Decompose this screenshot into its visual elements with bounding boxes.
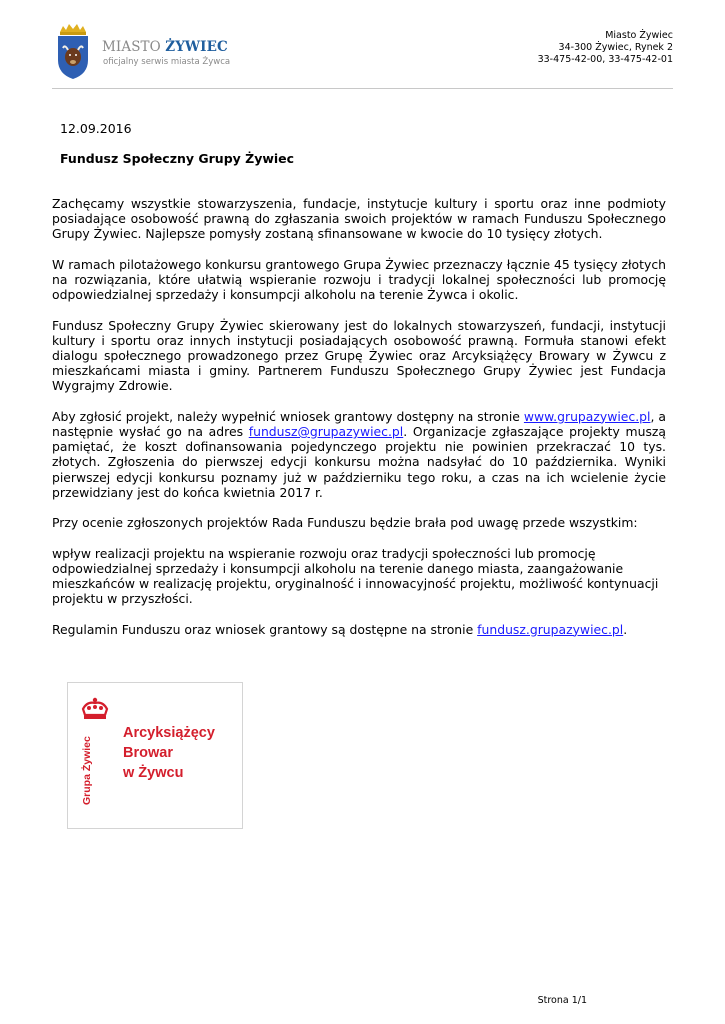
brewery-logo-image: [67, 682, 243, 829]
city-crest-icon: [56, 24, 90, 80]
fundusz-email-link[interactable]: fundusz@grupazywiec.pl: [248, 424, 404, 439]
article-date: 12.09.2016: [60, 121, 132, 136]
paragraph-4: Aby zgłosić projekt, należy wypełnić wniosek grantowy dostępny na stronie www.grupazywiec.pl, a następnie wysłać go na adres fundusz@grupazywiec.pl. Organizacje zgłaszające projekty muszą pamiętać, że koszt dofinansowania pojedynczego projektu nie powinien przekraczać 10 tys. złotych. Zgłoszenia do pierwszej edycji konkursu można nadsyłać do 10 października. Wyniki pierwszej edycji konkursu poznamy już w październiku tego roku, a czas na ich wcielenie życie przewidziany jest do końca kwietnia 2017 r.: [52, 408, 666, 500]
brewery-name: Arcyksiążęcy Browar w Żywcu: [123, 725, 215, 781]
grupazywiec-link[interactable]: www.grupazywiec.pl: [523, 408, 651, 424]
contact-city: Miasto Żywiec: [605, 30, 673, 41]
contact-address: 34-300 Żywiec, Rynek 2: [558, 42, 673, 53]
contact-info: [538, 30, 673, 66]
paragraph-5: Przy ocenie zgłoszonych projektów Rada Funduszu będzie brała pod uwagę przede wszystkim:: [52, 515, 638, 531]
fundusz-site-link[interactable]: fundusz.grupazywiec.pl: [477, 621, 624, 637]
logo-title: MIASTO ŻYWIEC: [102, 39, 228, 55]
page-header: [0, 0, 725, 92]
page-number: Strona 1/1: [537, 995, 587, 1006]
paragraph-7: Regulamin Funduszu oraz wniosek grantowy są dostępne na stronie fundusz.grupazywiec.pl.: [52, 621, 628, 637]
grupa-zywiec-vertical-text: Grupa Żywiec: [81, 736, 93, 805]
contact-phone: 33-475-42-00, 33-475-42-01: [537, 54, 673, 65]
header-divider: [52, 88, 673, 89]
site-logo[interactable]: [56, 24, 236, 84]
paragraph-1: Zachęcamy wszystkie stowarzyszenia, fundacje, instytucje kultury i sportu oraz inne podmioty posiadające osobowość prawną do zgłaszania swoich projektów w ramach Funduszu Społecznego Grupy Żywiec. Najlepsze pomysły zostaną sfinansowane w kwocie do 10 tysięcy złotych.: [52, 196, 666, 242]
paragraph-6: wpływ realizacji projektu na wspieranie rozwoju oraz tradycji społeczności lub promocję odpowiedzialnej sprzedaży i konsumpcji alkoholu na terenie danego miasta, zaangażowanie mieszkańców w realizację projektu, oryginalność i innowacyjność projektu, możliwość kontynuacji projektu w przyszłości.: [52, 545, 659, 607]
article-body: [52, 196, 666, 652]
article-title: Fundusz Społeczny Grupy Żywiec: [60, 151, 295, 166]
paragraph-2: W ramach pilotażowego konkursu grantowego Grupa Żywiec przeznaczy łącznie 45 tysięcy złotych na rozwiązania, które ułatwią wspieranie rozwoju i tradycji lokalnej społeczności lub promocję odpowiedzialnej sprzedaży i konsumpcji alkoholu na terenie Żywca i okolic.: [52, 256, 666, 303]
paragraph-3: Fundusz Społeczny Grupy Żywiec skierowany jest do lokalnych stowarzyszeń, fundacji, instytucji kultury i sportu oraz innych instytucji posiadających osobowość prawną. Formuła stanowi efekt dialogu społecznego prowadzonego przez Grupę Żywiec oraz Arcyksiążęcy Browary w Żywcu z mieszkańcami miasta i gminy. Partnerem Funduszu Społecznego Grupy Żywiec jest Fundacja Wygrajmy Zdrowie.: [52, 317, 666, 394]
crown-icon: [80, 697, 110, 723]
logo-subtitle: oficjalny serwis miasta Żywca: [103, 57, 231, 67]
